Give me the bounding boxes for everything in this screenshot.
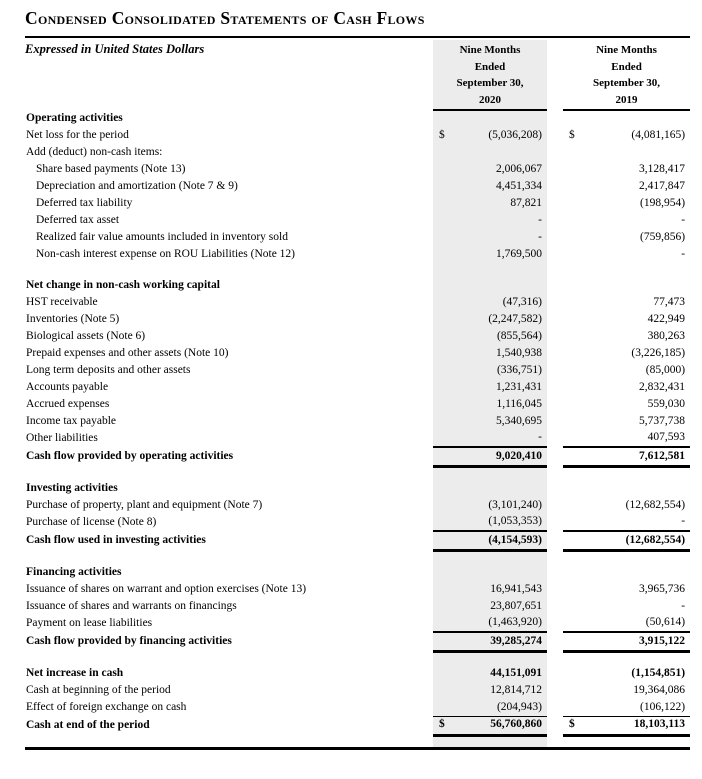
currency-symbol-2019: [563, 413, 589, 430]
row-label: Cash at beginning of the period: [26, 683, 171, 696]
amount-2020: (3,101,240): [455, 497, 547, 514]
table-row: [25, 632, 690, 651]
currency-symbol-2019: [563, 396, 589, 413]
currency-symbol-2020: [433, 632, 455, 651]
column-gap: [547, 379, 563, 396]
table-caption: Expressed in United States Dollars: [25, 42, 205, 56]
currency-symbol-2020: [433, 531, 455, 550]
amount-2020: 56,760,860: [455, 716, 547, 735]
currency-symbol-2020: $: [433, 127, 455, 144]
amount-2020: (4,154,593): [455, 531, 547, 550]
amount-2019: -: [681, 213, 686, 226]
table-row: [25, 531, 690, 550]
row-label: [25, 550, 433, 564]
amount-2019: [589, 651, 690, 665]
currency-symbol-2019: [563, 195, 589, 212]
currency-symbol-2019: [563, 345, 589, 362]
row-label: Effect of foreign exchange on cash: [26, 700, 187, 713]
row-label: Financing activities: [26, 565, 122, 578]
amount-2020: 12,814,712: [455, 682, 547, 699]
amount-2019: (3,226,185): [631, 346, 686, 359]
column-gap: [547, 362, 563, 379]
amount-2019: 77,473: [653, 295, 686, 308]
column-gap: [547, 514, 563, 531]
amount-2020: 5,340,695: [455, 413, 547, 430]
table-row: [25, 514, 690, 531]
row-label: HST receivable: [26, 295, 98, 308]
currency-symbol-2019: [563, 328, 589, 345]
column-gap: [547, 615, 563, 632]
column-gap: [547, 161, 563, 178]
currency-symbol-2019: [563, 144, 589, 161]
table-row: [25, 195, 690, 212]
currency-symbol-2020: [433, 581, 455, 598]
column-header-line: September 30,: [593, 77, 661, 89]
row-label: Biological assets (Note 6): [26, 329, 146, 342]
column-gap: [547, 430, 563, 447]
column-header-line: Nine Months: [596, 44, 657, 56]
currency-symbol-2019: [563, 161, 589, 178]
column-gap: [547, 195, 563, 212]
amount-2019: [589, 466, 690, 480]
column-gap: [547, 497, 563, 514]
amount-2020: [455, 110, 547, 127]
amount-2020: 1,116,045: [455, 396, 547, 413]
amount-2020: [455, 466, 547, 480]
currency-symbol-2019: [563, 430, 589, 447]
column-gap: [547, 144, 563, 161]
amount-2020: 23,807,651: [455, 598, 547, 615]
row-label: Purchase of license (Note 8): [26, 515, 157, 528]
amount-2019: 2,417,847: [639, 179, 686, 192]
row-label: Add (deduct) non-cash items:: [26, 145, 163, 158]
table-row: [25, 480, 690, 497]
currency-symbol-2019: [563, 632, 589, 651]
row-label: Issuance of shares on warrant and option exercises (Note 13): [26, 582, 307, 595]
currency-symbol-2020: [433, 345, 455, 362]
row-label: Long term deposits and other assets: [26, 363, 191, 376]
amount-2020: (336,751): [455, 362, 547, 379]
table-row: [25, 178, 690, 195]
amount-2019: 380,263: [647, 329, 686, 342]
column-gap: [547, 263, 563, 277]
currency-symbol-2020: [433, 379, 455, 396]
table-row: [25, 564, 690, 581]
row-label: Prepaid expenses and other assets (Note 10): [26, 346, 229, 359]
column-gap: [547, 466, 563, 480]
amount-2020: 1,231,431: [455, 379, 547, 396]
column-gap: [547, 665, 563, 682]
row-label: Non-cash interest expense on ROU Liabilities (Note 12): [36, 247, 296, 260]
column-header-line: 2019: [615, 93, 638, 106]
table-body: [25, 110, 690, 747]
currency-symbol-2019: [563, 598, 589, 615]
row-label: Other liabilities: [26, 431, 98, 444]
page-title: Condensed Consolidated Statements of Cash Flows: [25, 8, 425, 28]
column-header-line: Ended: [474, 60, 506, 73]
currency-symbol-2020: [433, 550, 455, 564]
amount-2019: (198,954): [639, 196, 686, 209]
currency-symbol-2019: [563, 531, 589, 550]
amount-2019: (106,122): [639, 700, 686, 713]
amount-2019: -: [681, 515, 686, 528]
currency-symbol-2019: $: [569, 128, 575, 141]
currency-symbol-2019: [563, 277, 589, 294]
currency-symbol-2019: [563, 447, 589, 466]
row-label: Purchase of property, plant and equipment (Note 7): [26, 498, 263, 511]
row-label: Accounts payable: [26, 380, 109, 393]
amount-2019: [589, 550, 690, 564]
amount-2020: [455, 480, 547, 497]
column-header-line: Ended: [611, 60, 642, 73]
currency-symbol-2019: [563, 514, 589, 531]
currency-symbol-2019: $: [563, 716, 589, 735]
table-row: [25, 665, 690, 682]
amount-2020: 44,151,091: [455, 665, 547, 682]
currency-symbol-2019: [563, 615, 589, 632]
currency-symbol-2019: [563, 682, 589, 699]
column-gap: [547, 581, 563, 598]
currency-symbol-2019: [563, 229, 589, 246]
row-label: [25, 263, 433, 277]
currency-symbol-2019: [563, 362, 589, 379]
column-gap: [547, 699, 563, 716]
row-label: Cash at end of the period: [26, 718, 150, 731]
currency-symbol-2020: [433, 212, 455, 229]
row-label: [25, 651, 433, 665]
amount-2020: 9,020,410: [455, 447, 547, 466]
currency-symbol-2019: [563, 564, 589, 581]
table-row: [25, 615, 690, 632]
table-row: [25, 581, 690, 598]
amount-2019: 19,364,086: [633, 683, 686, 696]
column-gap: [547, 40, 563, 110]
table-row: [25, 110, 690, 127]
amount-2019: 559,030: [647, 397, 686, 410]
currency-symbol-2020: [433, 430, 455, 447]
column-gap: [547, 598, 563, 615]
amount-2020: (204,943): [455, 699, 547, 716]
table-row: [25, 328, 690, 345]
table-row: [25, 294, 690, 311]
column-header-line: Nine Months: [459, 44, 521, 56]
table-row: [25, 345, 690, 362]
table-row: [25, 379, 690, 396]
currency-symbol-2019: [563, 466, 589, 480]
currency-symbol-2020: [433, 144, 455, 161]
row-label: Net loss for the period: [26, 128, 129, 141]
currency-symbol-2019: [563, 294, 589, 311]
currency-symbol-2020: [433, 311, 455, 328]
amount-2020: [455, 550, 547, 564]
row-label: Net change in non-cash working capital: [26, 278, 220, 291]
amount-2020: (2,247,582): [455, 311, 547, 328]
amount-2019: [589, 564, 690, 581]
column-gap: [547, 178, 563, 195]
amount-2020: (1,053,353): [455, 514, 547, 531]
currency-symbol-2020: [433, 497, 455, 514]
currency-symbol-2019: [563, 212, 589, 229]
column-gap: [547, 229, 563, 246]
currency-symbol-2020: [433, 246, 455, 263]
amount-2020: -: [455, 430, 547, 447]
amount-2019: 407,593: [647, 431, 686, 444]
amount-2020: 39,285,274: [455, 632, 547, 651]
currency-symbol-2020: [433, 413, 455, 430]
currency-symbol-2020: [433, 651, 455, 665]
column-header-line: 2020: [479, 93, 501, 106]
currency-symbol-2020: [433, 396, 455, 413]
row-label: Operating activities: [26, 111, 123, 124]
column-gap: [547, 735, 563, 747]
amount-2019: [589, 277, 690, 294]
amount-2020: (1,463,920): [455, 615, 547, 632]
column-gap: [547, 127, 563, 144]
currency-symbol-2019: [563, 178, 589, 195]
currency-symbol-2020: [433, 277, 455, 294]
amount-2019: 2,832,431: [639, 380, 686, 393]
column-gap: [547, 311, 563, 328]
table-row: [25, 682, 690, 699]
column-gap: [547, 294, 563, 311]
table-row: [25, 497, 690, 514]
column-header-line: September 30,: [456, 77, 524, 89]
currency-symbol-2020: [433, 328, 455, 345]
table-row: [25, 246, 690, 263]
currency-symbol-2020: [433, 362, 455, 379]
spacer-row: [25, 466, 690, 480]
currency-symbol-2019: [563, 497, 589, 514]
table-row: [25, 127, 690, 144]
currency-symbol-2020: [433, 195, 455, 212]
row-label: Share based payments (Note 13): [36, 162, 186, 175]
currency-symbol-2020: [433, 598, 455, 615]
currency-symbol-2020: [433, 514, 455, 531]
column-gap: [547, 413, 563, 430]
currency-symbol-2019: [563, 651, 589, 665]
currency-symbol-2019: [563, 311, 589, 328]
row-label: [25, 735, 433, 747]
amount-2019: (759,856): [639, 230, 686, 243]
currency-symbol-2020: [433, 699, 455, 716]
amount-2019: [589, 110, 690, 127]
amount-2020: [455, 144, 547, 161]
table-row: [25, 277, 690, 294]
currency-symbol-2019: [563, 110, 589, 127]
column-gap: [547, 396, 563, 413]
currency-symbol-2020: [433, 447, 455, 466]
bottom-rule: [25, 747, 690, 750]
currency-symbol-2020: [433, 480, 455, 497]
currency-symbol-2020: [433, 466, 455, 480]
row-label: Inventories (Note 5): [26, 312, 120, 325]
table-row: [25, 229, 690, 246]
currency-symbol-2020: [433, 665, 455, 682]
amount-2020: [455, 263, 547, 277]
row-label: Depreciation and amortization (Note 7 & 9): [36, 179, 238, 192]
amount-2019: (12,682,554): [589, 531, 690, 550]
amount-2020: (5,036,208): [455, 127, 547, 144]
row-label: Realized fair value amounts included in inventory sold: [36, 230, 288, 243]
amount-2019: [589, 263, 690, 277]
row-label: Cash flow provided by financing activities: [26, 634, 232, 647]
column-gap: [547, 447, 563, 466]
column-gap: [547, 550, 563, 564]
row-label: Payment on lease liabilities: [26, 616, 153, 629]
column-gap: [547, 480, 563, 497]
amount-2019: (85,000): [645, 363, 686, 376]
amount-2020: (47,316): [455, 294, 547, 311]
currency-symbol-2019: [563, 699, 589, 716]
column-gap: [547, 246, 563, 263]
row-label: Deferred tax asset: [36, 213, 120, 226]
amount-2019: (50,614): [645, 616, 686, 629]
currency-symbol-2019: [563, 581, 589, 598]
table-row: [25, 311, 690, 328]
row-label: Cash flow used in investing activities: [26, 533, 206, 546]
table-row: [25, 716, 690, 735]
amount-2019: 7,612,581: [589, 447, 690, 466]
currency-symbol-2020: [433, 229, 455, 246]
currency-symbol-2020: [433, 735, 455, 747]
amount-2019: 3,128,417: [639, 162, 686, 175]
currency-symbol-2019: [563, 246, 589, 263]
amount-2020: [455, 277, 547, 294]
amount-2020: [455, 564, 547, 581]
amount-2020: 1,540,938: [455, 345, 547, 362]
column-gap: [547, 651, 563, 665]
table-row: [25, 212, 690, 229]
column-gap: [547, 345, 563, 362]
row-label: Deferred tax liability: [36, 196, 133, 209]
row-label: [25, 466, 433, 480]
column-header-2020: [433, 40, 547, 110]
amount-2020: 87,821: [455, 195, 547, 212]
column-gap: [547, 328, 563, 345]
amount-2020: [455, 735, 547, 747]
amount-2020: 4,451,334: [455, 178, 547, 195]
spacer-row: [25, 550, 690, 564]
column-gap: [547, 564, 563, 581]
table-row: [25, 598, 690, 615]
currency-symbol-2019: [563, 379, 589, 396]
column-gap: [547, 632, 563, 651]
table-row: [25, 413, 690, 430]
table-row: [25, 396, 690, 413]
table-row: [25, 161, 690, 178]
currency-symbol-2019: [563, 550, 589, 564]
amount-2019: (12,682,554): [625, 498, 686, 511]
currency-symbol-2020: [433, 110, 455, 127]
row-label: Income tax payable: [26, 414, 117, 427]
currency-symbol-2020: [433, 564, 455, 581]
amount-2019: 422,949: [647, 312, 686, 325]
amount-2020: 2,006,067: [455, 161, 547, 178]
row-label: Issuance of shares and warrants on financings: [26, 599, 237, 612]
amount-2020: [455, 651, 547, 665]
amount-2020: 1,769,500: [455, 246, 547, 263]
amount-2019: [589, 144, 690, 161]
amount-2019: 5,737,738: [639, 414, 686, 427]
currency-symbol-2020: [433, 615, 455, 632]
spacer-row: [25, 651, 690, 665]
table-header-row: [25, 40, 690, 110]
amount-2020: 16,941,543: [455, 581, 547, 598]
table-row: [25, 362, 690, 379]
amount-2019: 3,915,122: [589, 632, 690, 651]
amount-2020: -: [455, 212, 547, 229]
amount-2020: (855,564): [455, 328, 547, 345]
column-gap: [547, 212, 563, 229]
amount-2019: -: [681, 247, 686, 260]
spacer-row: [25, 735, 690, 747]
row-label: Accrued expenses: [26, 397, 110, 410]
amount-2019: 3,965,736: [639, 582, 686, 595]
table-row: [25, 699, 690, 716]
row-label: Net increase in cash: [26, 666, 124, 679]
amount-2019: 18,103,113: [589, 716, 690, 735]
column-gap: [547, 531, 563, 550]
currency-symbol-2020: [433, 263, 455, 277]
amount-2019: [589, 735, 690, 747]
column-gap: [547, 682, 563, 699]
table-row: [25, 144, 690, 161]
row-label: Cash flow provided by operating activities: [26, 449, 234, 462]
currency-symbol-2019: [563, 735, 589, 747]
currency-symbol-2020: [433, 294, 455, 311]
currency-symbol-2019: [563, 665, 589, 682]
currency-symbol-2019: [563, 263, 589, 277]
amount-2019: (1,154,851): [631, 666, 686, 679]
cash-flow-table: [25, 40, 690, 747]
amount-2019: (4,081,165): [631, 128, 686, 141]
currency-symbol-2020: $: [433, 716, 455, 735]
table-row: [25, 447, 690, 466]
column-gap: [547, 110, 563, 127]
amount-2019: [589, 480, 690, 497]
spacer-row: [25, 263, 690, 277]
column-header-2019: [563, 40, 690, 110]
amount-2019: -: [681, 599, 686, 612]
currency-symbol-2020: [433, 178, 455, 195]
column-gap: [547, 277, 563, 294]
table-row: [25, 430, 690, 447]
row-label: Investing activities: [26, 481, 118, 494]
currency-symbol-2019: [563, 480, 589, 497]
currency-symbol-2020: [433, 682, 455, 699]
amount-2020: -: [455, 229, 547, 246]
column-gap: [547, 716, 563, 735]
title-rule: [25, 36, 690, 38]
currency-symbol-2020: [433, 161, 455, 178]
